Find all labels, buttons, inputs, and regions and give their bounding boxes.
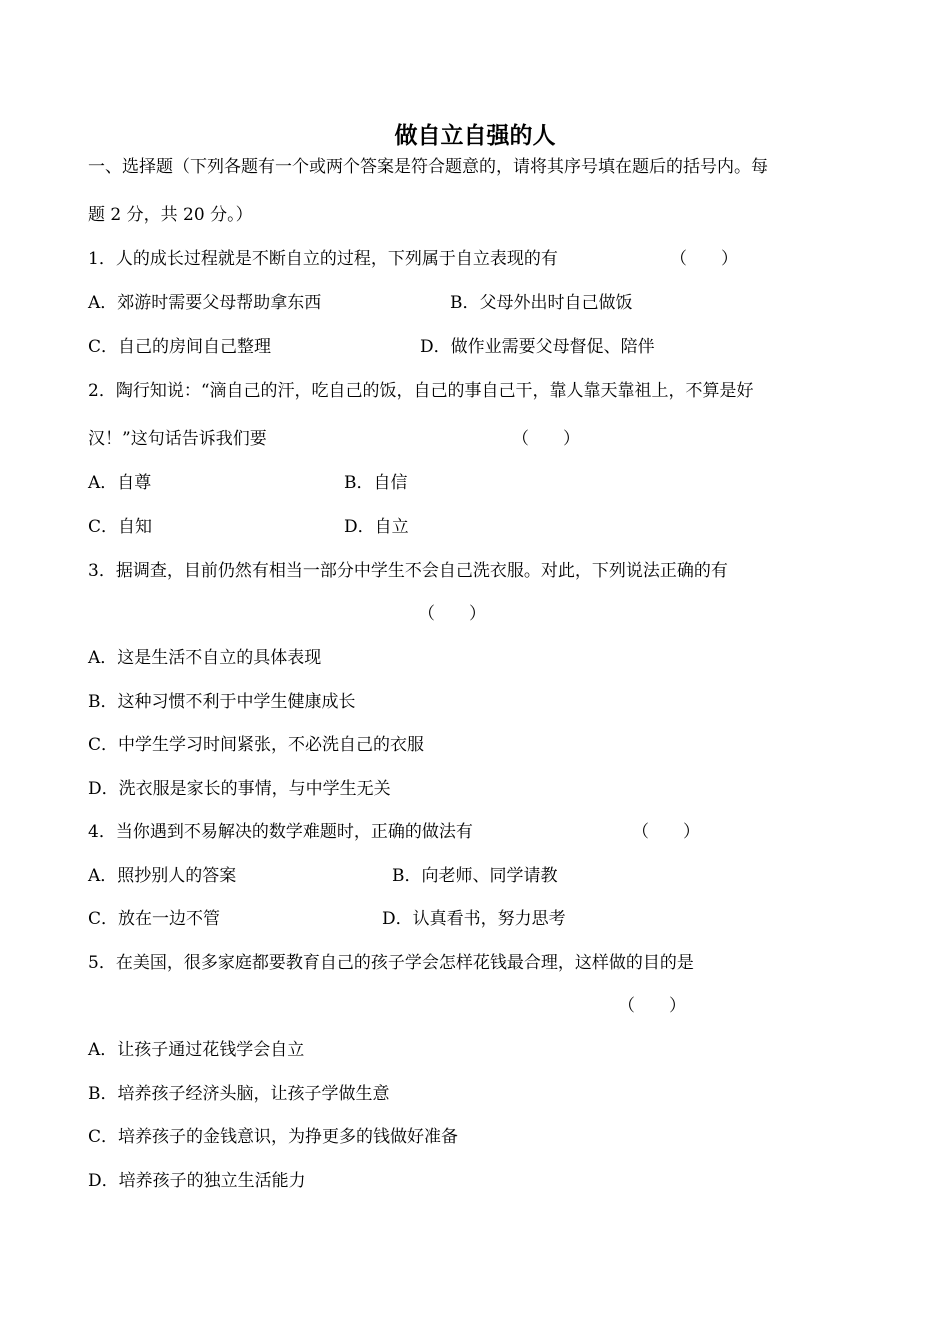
page-title: 做自立自强的人 [394,123,556,149]
question-2-option-b: B．自信 [344,473,408,493]
question-2-stem-continued: 汉！”这句话告诉我们要 [88,429,267,449]
question-5-answer-blank: （ ） [618,996,686,1016]
question-5-option-c: C．培养孩子的金钱意识，为挣更多的钱做好准备 [88,1127,459,1147]
question-1-answer-blank: （ ） [670,249,738,269]
question-5-stem: 5．在美国，很多家庭都要教育自己的孩子学会怎样花钱最合理，这样做的目的是 [88,953,694,973]
question-3-answer-blank: （ ） [418,604,486,624]
question-2-option-c: C．自知 [88,517,153,537]
question-1-stem: 1．人的成长过程就是不断自立的过程，下列属于自立表现的有 [88,249,558,269]
question-2-option-d: D．自立 [344,517,409,537]
section-instruction-line-1: 一、选择题（下列各题有一个或两个答案是符合题意的，请将其序号填在题后的括号内。每 [88,157,768,177]
question-1-option-a: A．郊游时需要父母帮助拿东西 [88,293,322,313]
question-3-option-d: D．洗衣服是家长的事情，与中学生无关 [88,779,391,799]
question-1-option-b: B．父母外出时自己做饭 [450,293,633,313]
section-instruction-line-2: 题 2 分，共 20 分。） [88,205,253,225]
question-5-option-a: A．让孩子通过花钱学会自立 [88,1040,305,1060]
question-2-answer-blank: （ ） [512,429,580,449]
question-1-option-c: C．自己的房间自己整理 [88,337,272,357]
question-4-answer-blank: （ ） [632,822,700,842]
question-4-option-d: D．认真看书，努力思考 [382,909,566,929]
question-3-stem: 3．据调查，目前仍然有相当一部分中学生不会自己洗衣服。对此，下列说法正确的有 [88,561,728,581]
question-4-stem: 4．当你遇到不易解决的数学难题时，正确的做法有 [88,822,473,842]
question-4-option-b: B．向老师、同学请教 [392,866,558,886]
question-3-option-b: B．这种习惯不利于中学生健康成长 [88,692,356,712]
question-2-stem: 2．陶行知说：“滴自己的汗，吃自己的饭，自己的事自己干，靠人靠天靠祖上，不算是好 [88,381,754,401]
question-3-option-c: C．中学生学习时间紧张，不必洗自己的衣服 [88,735,425,755]
question-1-option-d: D．做作业需要父母督促、陪伴 [420,337,655,357]
question-4-option-a: A．照抄别人的答案 [88,866,237,886]
question-5-option-b: B．培养孩子经济头脑，让孩子学做生意 [88,1084,390,1104]
question-4-option-c: C．放在一边不管 [88,909,221,929]
question-3-option-a: A．这是生活不自立的具体表现 [88,648,322,668]
question-2-option-a: A．自尊 [88,473,152,493]
question-5-option-d: D．培养孩子的独立生活能力 [88,1171,306,1191]
